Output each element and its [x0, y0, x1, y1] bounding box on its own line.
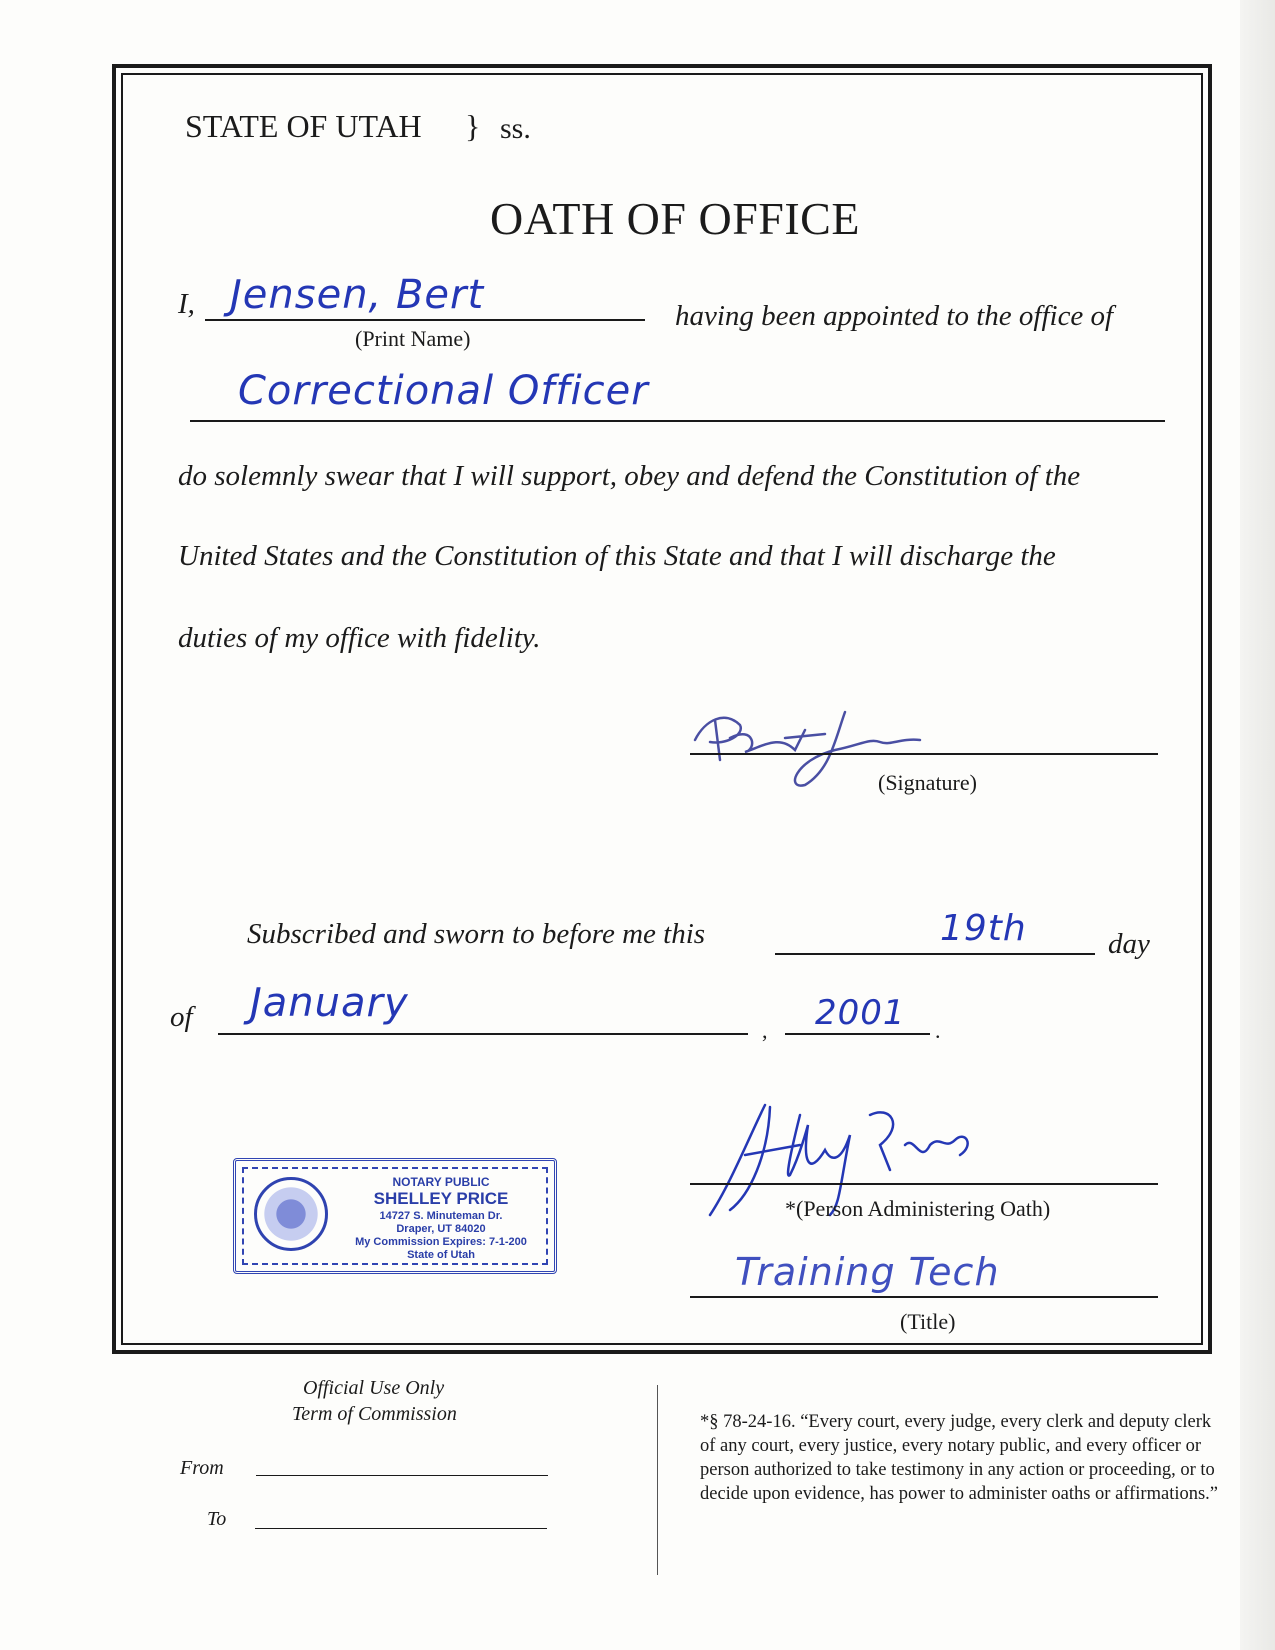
name-line	[205, 319, 645, 321]
state-seal-icon	[254, 1177, 328, 1251]
ss-abbreviation: ss.	[500, 112, 531, 145]
statute-note: *§ 78-24-16. “Every court, every judge, every clerk and deputy clerk of any court, every justice, every notary public, and every officer or person authorized to take testimony in any action or proceeding, or to decide upon evidence, has power to administer oaths or affirmations.”	[700, 1412, 1219, 1504]
of-word: of	[170, 1001, 193, 1033]
month-comma: ,	[762, 1018, 768, 1043]
day-line	[775, 953, 1095, 955]
official-use-heading: Official Use Only	[303, 1377, 445, 1399]
administrator-line	[690, 1183, 1158, 1185]
stamp-line-2: SHELLEY PRICE	[373, 1189, 509, 1208]
administrator-caption: *(Person Administering Oath)	[785, 1196, 1051, 1221]
title-value[interactable]: Training Tech	[735, 1250, 1000, 1294]
notary-stamp	[233, 1158, 557, 1274]
title-line	[690, 1296, 1158, 1298]
state-heading: STATE OF UTAH	[185, 108, 422, 144]
year-value[interactable]: 2001	[815, 993, 906, 1033]
stamp-line-1: NOTARY PUBLIC	[392, 1175, 490, 1189]
office-value[interactable]: Correctional Officer	[238, 368, 649, 414]
page-edge	[1240, 0, 1275, 1650]
day-value[interactable]: 19th	[940, 908, 1027, 949]
stamp-line-4: Draper, UT 84020	[396, 1223, 486, 1235]
month-line	[218, 1033, 748, 1035]
day-word: day	[1108, 928, 1150, 960]
office-line	[190, 420, 1165, 422]
from-label: From	[180, 1457, 224, 1479]
stamp-line-6: State of Utah	[407, 1249, 475, 1261]
document-border-inner	[121, 73, 1203, 1345]
stamp-line-5: My Commission Expires: 7-1-200	[355, 1236, 527, 1248]
oath-body-line-1: do solemnly swear that I will support, obey and defend the Constitution of the	[178, 460, 1081, 492]
from-line[interactable]	[256, 1475, 548, 1476]
name-caption: (Print Name)	[355, 326, 471, 351]
title-caption: (Title)	[900, 1309, 956, 1334]
footer-divider	[657, 1385, 658, 1575]
brace-symbol: }	[465, 108, 481, 144]
oath-body-line-2: United States and the Constitution of this State and that I will discharge the	[178, 540, 1056, 572]
oath-body-line-3: duties of my office with fidelity.	[178, 622, 541, 654]
month-value[interactable]: January	[250, 980, 409, 1026]
document-title: OATH OF OFFICE	[490, 193, 860, 244]
year-line	[785, 1033, 930, 1035]
year-period: .	[935, 1018, 941, 1043]
term-heading: Term of Commission	[292, 1403, 457, 1425]
subscribed-text: Subscribed and sworn to before me this	[247, 918, 706, 950]
signature-caption: (Signature)	[878, 770, 977, 795]
appointed-text: having been appointed to the office of	[675, 300, 1114, 332]
to-line[interactable]	[255, 1528, 547, 1529]
name-value[interactable]: Jensen, Bert	[230, 272, 485, 318]
to-label: To	[207, 1508, 227, 1530]
stamp-line-3: 14727 S. Minuteman Dr.	[379, 1210, 503, 1222]
oath-prefix: I,	[178, 288, 195, 320]
signature-line	[690, 753, 1158, 755]
